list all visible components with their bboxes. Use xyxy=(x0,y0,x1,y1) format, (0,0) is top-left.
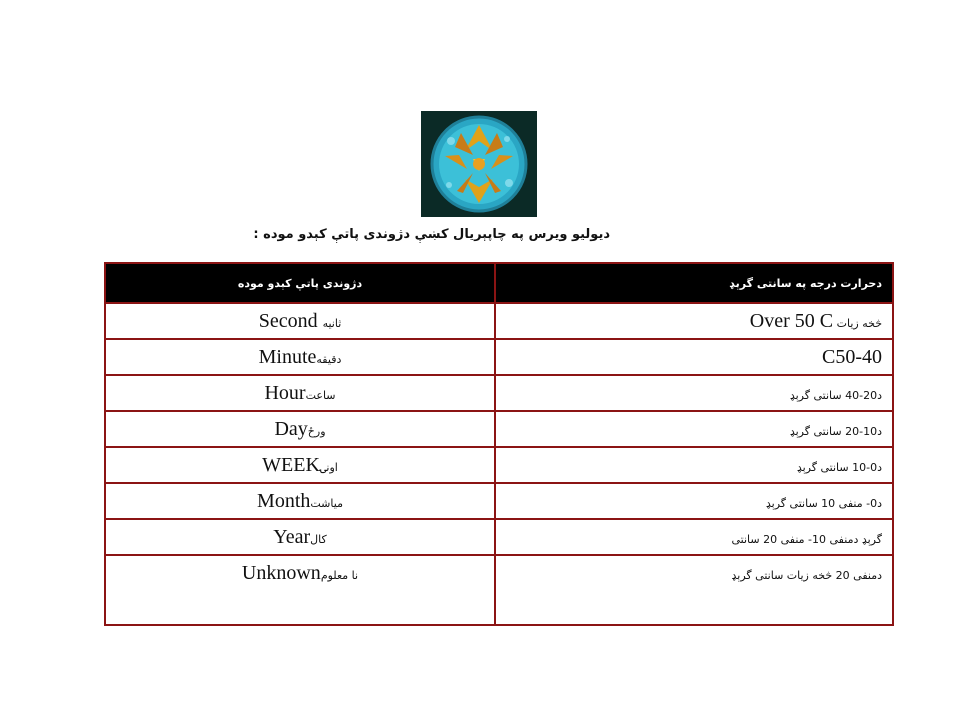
time-local: ساعت xyxy=(305,388,336,402)
time-local: میاشت xyxy=(310,496,343,510)
table-caption: دیولیو ویرس په چاپېریال کښې دژوندی پاتې کېدو موده : xyxy=(253,227,610,242)
temperature-cell xyxy=(495,555,893,625)
temp-local: گرېډ دمنفی 10- منفی 20 سانتی xyxy=(731,532,882,546)
survival-time-table xyxy=(104,262,894,626)
time-en: Hour xyxy=(264,381,306,404)
table-row xyxy=(105,375,893,411)
time-en: Day xyxy=(274,417,308,440)
temp-local: د0-10 سانتی گرېډ xyxy=(796,460,882,474)
time-cell xyxy=(105,555,495,625)
temp-en: C50-40 xyxy=(822,345,882,368)
header-temperature: دحرارت درجه په سانتی گرېډ xyxy=(495,263,893,303)
time-en: Minute xyxy=(258,345,317,368)
temp-local: دمنفی 20 څخه زیات سانتی گرېډ xyxy=(731,569,882,582)
temperature-cell xyxy=(495,483,893,519)
time-local: ورځ xyxy=(307,424,326,438)
time-en: Second xyxy=(258,309,318,332)
time-cell xyxy=(105,519,495,555)
temperature-cell xyxy=(495,339,893,375)
table-row xyxy=(105,483,893,519)
time-local: دقیقه xyxy=(316,352,342,366)
table-row xyxy=(105,411,893,447)
virus-image xyxy=(421,111,537,217)
time-cell xyxy=(105,411,495,447)
temp-local: څخه زیات xyxy=(836,316,882,330)
temperature-cell xyxy=(495,519,893,555)
table-row xyxy=(105,519,893,555)
table-row xyxy=(105,303,893,339)
temperature-cell xyxy=(495,411,893,447)
time-cell xyxy=(105,483,495,519)
table-row xyxy=(105,447,893,483)
header-survival-time: دژوندی پاتې کېدو موده xyxy=(105,263,495,303)
temp-local: د0- منفی 10 سانتی گرېډ xyxy=(765,496,882,510)
temperature-cell xyxy=(495,303,893,339)
temperature-cell xyxy=(495,375,893,411)
time-en: WEEK xyxy=(262,453,320,476)
time-cell xyxy=(105,339,495,375)
time-en: Month xyxy=(257,489,311,512)
time-en: Unknown xyxy=(241,562,321,584)
time-local: ثانیه xyxy=(322,316,342,330)
table-row xyxy=(105,339,893,375)
time-local: اونۍ xyxy=(319,460,338,474)
temperature-cell xyxy=(495,447,893,483)
time-cell xyxy=(105,303,495,339)
virus-illustration xyxy=(421,111,537,217)
time-local: کال xyxy=(310,532,327,546)
temp-en: Over 50 C xyxy=(749,309,834,332)
time-cell xyxy=(105,375,495,411)
time-cell xyxy=(105,447,495,483)
time-en: Year xyxy=(273,525,311,548)
temp-local: د20-40 سانتی گرېډ xyxy=(789,388,882,402)
time-local: نا معلوم xyxy=(320,569,359,582)
table-row xyxy=(105,555,893,625)
table-header-row xyxy=(105,263,893,303)
temp-local: د10-20 سانتی گرېډ xyxy=(789,424,882,438)
